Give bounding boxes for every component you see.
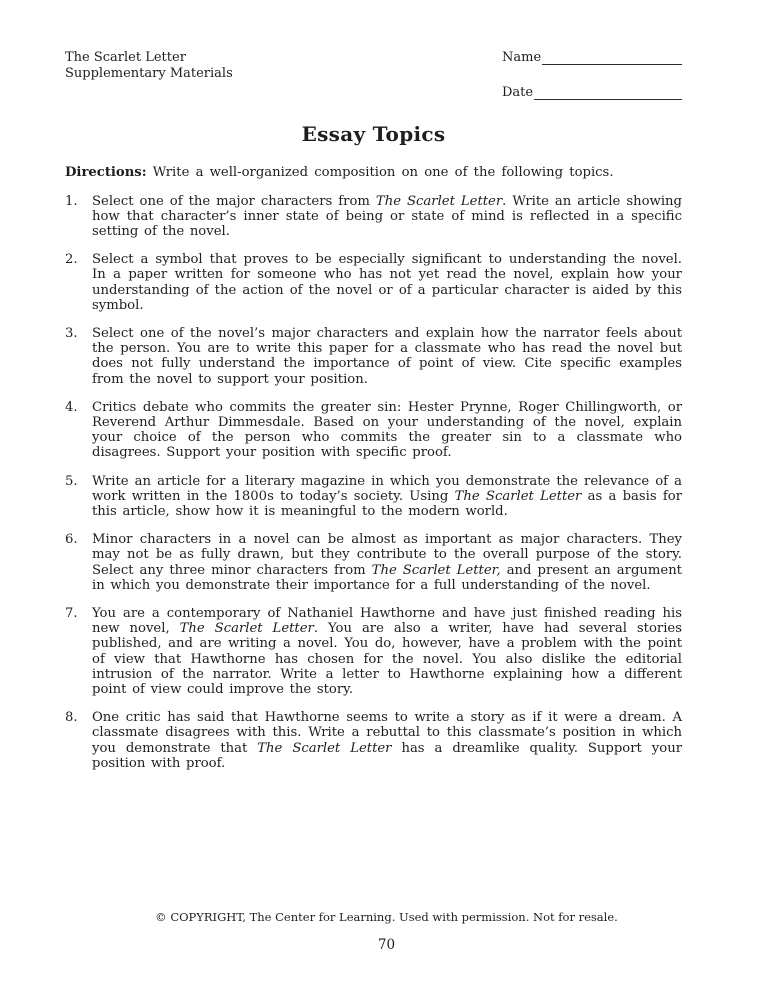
directions [65,165,682,181]
essay-topic-item [65,326,682,387]
essay-topic-item [65,606,682,697]
header-book-block [65,50,233,81]
topic-text: Critics debate who commits the greater sin: Hester Prynne, Roger Chillingworth, or Reverend Arthur Dimmesdale. Based on your understanding of the novel, explain your choice of the person who commits the greater sin to a classmate who disagrees. Support your position with specific proof. [92,399,682,461]
essay-topic-item [65,194,682,240]
directions-label: Directions: [65,165,147,180]
name-field [502,50,682,65]
directions-text: Write a well-organized composition on one of the following topics. [146,165,614,180]
topic-number: 1. [65,193,78,209]
book-subtitle: Supplementary Materials [65,65,233,81]
page-number: 70 [377,937,396,953]
date-field-label: Date [502,85,534,100]
topic-text: Select one of the novel’s major characters and explain how the narrator feels about the person. You are to write this paper for a classmate who has read the novel but does not fully understand the importance of point of view. Cite specific examples from the novel to support your position. [92,325,682,387]
book-title: The Scarlet Letter [65,50,186,65]
topic-number: 4. [65,399,78,415]
topic-number: 2. [65,252,78,268]
date-field [502,85,682,100]
topic-text: Write an article for a literary magazine in which you demonstrate the relevance of a work written in the 1800s to today’s society. Using The Scarlet Letter as a basis for this article, show how it is meaningful to the modern world. [92,473,683,519]
date-field-blank-line [534,85,682,100]
topic-number: 3. [65,325,78,341]
topic-number: 6. [65,532,78,548]
topic-number: 8. [65,710,78,726]
name-field-label: Name [502,50,542,65]
essay-topic-item [65,400,682,461]
topic-text: Minor characters in a novel can be almost as important as major characters. They may not be as fully drawn, but they contribute to the overall purpose of the story. Select any three minor characters from The Scarlet Letter, and present an argument in which you demonstrate their importance for a full understanding of the novel. [92,532,682,593]
header-form-block [502,50,682,100]
topic-text: One critic has said that Hawthorne seems to write a story as if it were a dream. A classmate disagrees with this. Write a rebuttal to this classmate’s position in which you demonstrate that The Scarlet Letter has a dreamlike quality. Support your position with proof. [92,710,682,771]
topic-text: Select a symbol that proves to be especially significant to understanding the novel. In a paper written for someone who has not yet read the novel, explain how your understanding of the action of the novel or of a particular character is aided by this symbol. [92,252,682,313]
essay-topic-item [65,474,682,520]
topic-text: Select one of the major characters from The Scarlet Letter. Write an article showing how that character’s inner state of being or state of mind is reflected in a specific setting of the novel. [92,193,682,239]
essay-topic-item [65,710,682,771]
topic-text: You are a contemporary of Nathaniel Hawthorne and have just finished reading his new novel, The Scarlet Letter. You are also a writer, have had several stories published, and are writing a novel. You do, however, have a problem with the point of view that Hawthorne has chosen for the novel. You also dislike the editorial intrusion of the narrator. Write a letter to Hawthorne explaining how a different point of view could improve the story. [92,605,682,697]
page-header [65,50,682,100]
page-title: Essay Topics [301,122,446,146]
essay-topic-item [65,252,682,313]
topic-number: 5. [65,473,78,489]
name-field-blank-line [542,50,682,65]
essay-topics-list [65,194,682,772]
copyright-notice: © COPYRIGHT, The Center for Learning. Used with permission. Not for resale. [155,910,618,924]
topic-number: 7. [65,605,78,621]
essay-topic-item [65,532,682,593]
